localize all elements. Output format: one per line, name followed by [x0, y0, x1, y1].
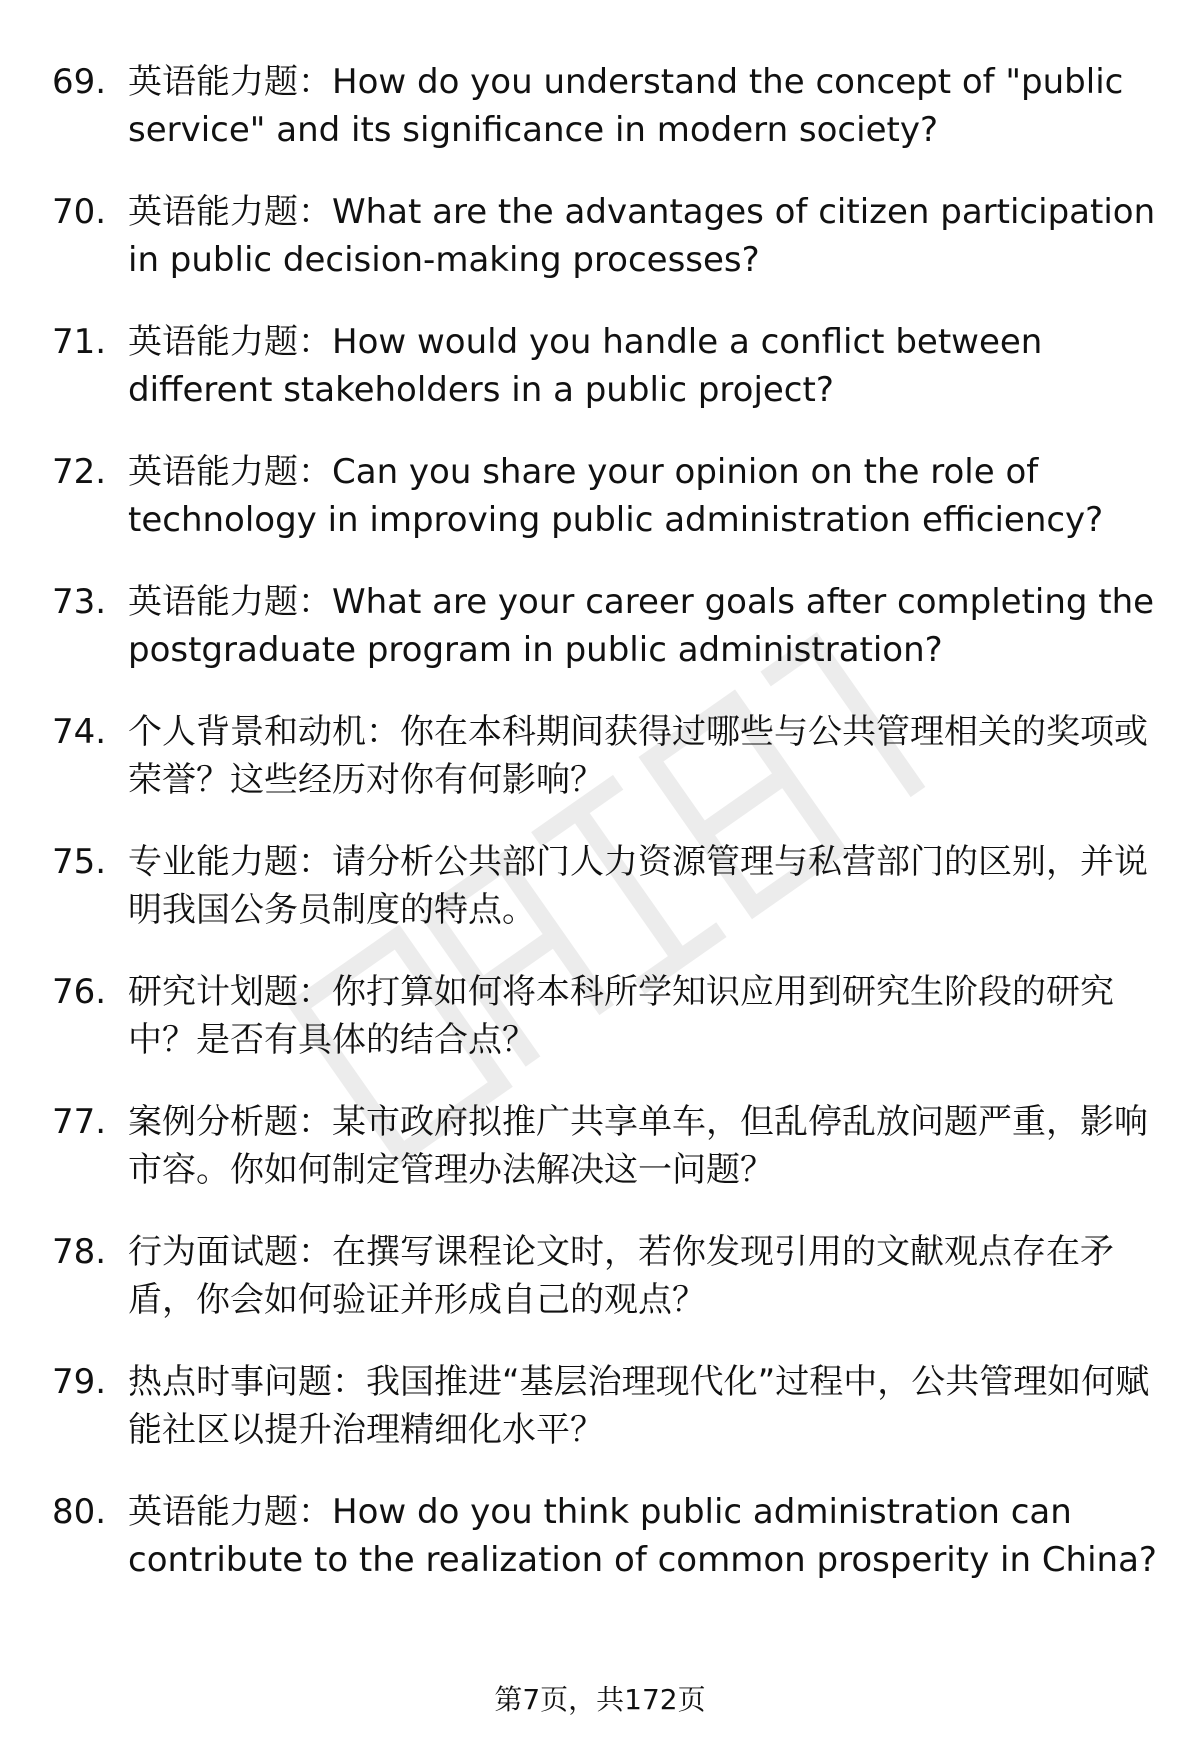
list-item — [52, 1228, 1162, 1324]
question-number: 72. — [52, 452, 107, 492]
list-item — [52, 1358, 1162, 1454]
list-item — [52, 968, 1162, 1064]
question-text: 英语能力题：How would you handle a conflict between different stakeholders in a public project? — [128, 322, 1043, 410]
question-list — [52, 58, 1162, 1618]
question-number: 71. — [52, 322, 107, 362]
question-text: 英语能力题：What are your career goals after completing the postgraduate program in public administration? — [128, 582, 1155, 670]
list-item — [52, 1488, 1162, 1584]
question-number: 80. — [52, 1492, 107, 1532]
question-text: 个人背景和动机：你在本科期间获得过哪些与公共管理相关的奖项或荣誉？这些经历对你有何影响？ — [128, 712, 1148, 800]
question-text: 英语能力题：How do you understand the concept of "public service" and its significance in modern society? — [128, 62, 1124, 150]
question-text: 英语能力题：How do you think public administration can contribute to the realization of common prosperity in China? — [128, 1492, 1157, 1580]
list-item — [52, 708, 1162, 804]
question-number: 79. — [52, 1362, 107, 1402]
question-text: 案例分析题：某市政府拟推广共享单车，但乱停乱放问题严重，影响市容。你如何制定管理办法解决这一问题？ — [128, 1102, 1148, 1190]
list-item — [52, 58, 1162, 154]
question-number: 78. — [52, 1232, 107, 1272]
question-text: 研究计划题：你打算如何将本科所学知识应用到研究生阶段的研究中？是否有具体的结合点？ — [128, 972, 1114, 1060]
question-text: 行为面试题：在撰写课程论文时，若你发现引用的文献观点存在矛盾，你会如何验证并形成自己的观点？ — [128, 1232, 1114, 1320]
list-item — [52, 1098, 1162, 1194]
list-item — [52, 578, 1162, 674]
list-item — [52, 188, 1162, 284]
question-number: 75. — [52, 842, 107, 882]
question-number: 76. — [52, 972, 107, 1012]
question-number: 70. — [52, 192, 107, 232]
question-text: 英语能力题：Can you share your opinion on the role of technology in improving public administration efficiency? — [128, 452, 1104, 540]
question-number: 73. — [52, 582, 107, 622]
list-item — [52, 448, 1162, 544]
question-number: 77. — [52, 1102, 107, 1142]
question-text: 专业能力题：请分析公共部门人力资源管理与私营部门的区别，并说明我国公务员制度的特点。 — [128, 842, 1148, 930]
question-number: 74. — [52, 712, 107, 752]
question-text: 热点时事问题：我国推进“基层治理现代化”过程中，公共管理如何赋能社区以提升治理精细化水平？ — [128, 1362, 1150, 1450]
question-text: 英语能力题：What are the advantages of citizen participation in public decision-making processes? — [128, 192, 1156, 280]
question-number: 69. — [52, 62, 107, 102]
list-item — [52, 838, 1162, 934]
list-item — [52, 318, 1162, 414]
page-indicator: 第7页，共172页 — [494, 1683, 706, 1716]
